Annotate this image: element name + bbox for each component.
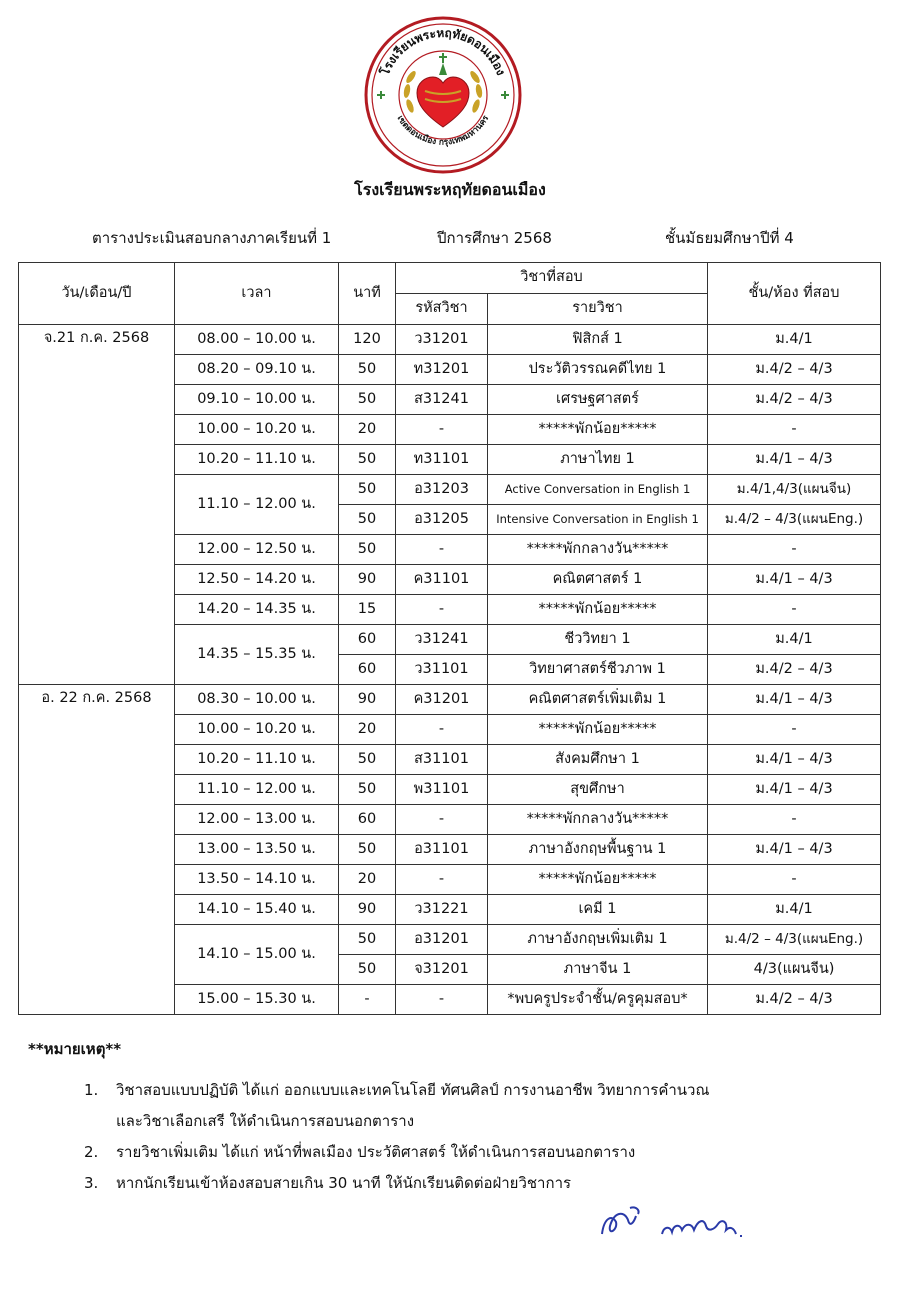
grade-level: ชั้นมัธยมศึกษาปีที่ 4 bbox=[665, 229, 794, 247]
note-line: วิชาสอบแบบปฏิบัติ ได้แก่ ออกแบบและเทคโนโลยี ทัศนศิลป์ การงานอาชีพ วิทยาการคำนวณ bbox=[116, 1081, 710, 1099]
class-cell: - bbox=[708, 535, 881, 565]
code-cell: ค31101 bbox=[396, 565, 488, 595]
time-cell: 12.50 – 14.20 น. bbox=[175, 565, 339, 595]
minutes-cell: 60 bbox=[339, 805, 396, 835]
school-name: โรงเรียนพระหฤทัยดอนเมือง bbox=[354, 180, 546, 199]
subject-cell: *****พักน้อย***** bbox=[488, 595, 708, 625]
subject-cell: คณิตศาสตร์ 1 bbox=[488, 565, 708, 595]
code-cell: ว31241 bbox=[396, 625, 488, 655]
code-cell: ส31241 bbox=[396, 385, 488, 415]
time-cell: 13.50 – 14.10 น. bbox=[175, 865, 339, 895]
code-cell: อ31203 bbox=[396, 475, 488, 505]
minutes-cell: 50 bbox=[339, 355, 396, 385]
minutes-cell: 50 bbox=[339, 385, 396, 415]
class-cell: ม.4/1 – 4/3 bbox=[708, 565, 881, 595]
note-line: และวิชาเลือกเสรี ให้ดำเนินการสอบนอกตาราง bbox=[116, 1112, 415, 1130]
subject-cell: *พบครูประจำชั้น/ครูคุมสอบ* bbox=[488, 985, 708, 1015]
class-cell: ม.4/1 bbox=[708, 325, 881, 355]
time-cell: 08.30 – 10.00 น. bbox=[175, 685, 339, 715]
code-cell: ว31221 bbox=[396, 895, 488, 925]
class-cell: ม.4/2 – 4/3(แผนEng.) bbox=[708, 925, 881, 955]
class-cell: ม.4/1 – 4/3 bbox=[708, 745, 881, 775]
class-cell: ม.4/2 – 4/3 bbox=[708, 985, 881, 1015]
minutes-cell: 20 bbox=[339, 865, 396, 895]
code-cell: ส31101 bbox=[396, 745, 488, 775]
subject-cell: สุขศึกษา bbox=[488, 775, 708, 805]
time-cell: 10.00 – 10.20 น. bbox=[175, 715, 339, 745]
time-cell: 09.10 – 10.00 น. bbox=[175, 385, 339, 415]
time-cell: 10.20 – 11.10 น. bbox=[175, 445, 339, 475]
code-cell: อ31101 bbox=[396, 835, 488, 865]
class-cell: ม.4/2 – 4/3 bbox=[708, 385, 881, 415]
class-cell: ม.4/1,4/3(แผนจีน) bbox=[708, 475, 881, 505]
subject-cell: ฟิสิกส์ 1 bbox=[488, 325, 708, 355]
subject-cell: *****พักกลางวัน***** bbox=[488, 535, 708, 565]
class-cell: ม.4/1 – 4/3 bbox=[708, 445, 881, 475]
exam-schedule-table bbox=[18, 262, 881, 1015]
minutes-cell: 120 bbox=[339, 325, 396, 355]
minutes-cell: 50 bbox=[339, 835, 396, 865]
class-cell: ม.4/1 bbox=[708, 895, 881, 925]
minutes-cell: 50 bbox=[339, 475, 396, 505]
class-cell: ม.4/2 – 4/3(แผนEng.) bbox=[708, 505, 881, 535]
header-class-room: ชั้น/ห้อง ที่สอบ bbox=[708, 263, 881, 325]
time-cell: 15.00 – 15.30 น. bbox=[175, 985, 339, 1015]
schedule-title: ตารางประเมินสอบกลางภาคเรียนที่ 1 bbox=[92, 229, 332, 247]
code-cell: อ31205 bbox=[396, 505, 488, 535]
subject-cell: *****พักน้อย***** bbox=[488, 415, 708, 445]
note-line: รายวิชาเพิ่มเติม ได้แก่ หน้าที่พลเมือง ประวัติศาสตร์ ให้ดำเนินการสอบนอกตาราง bbox=[116, 1143, 636, 1161]
minutes-cell: 50 bbox=[339, 925, 396, 955]
subject-cell: ภาษาจีน 1 bbox=[488, 955, 708, 985]
time-cell: 08.00 – 10.00 น. bbox=[175, 325, 339, 355]
class-cell: - bbox=[708, 595, 881, 625]
minutes-cell: 50 bbox=[339, 445, 396, 475]
subject-cell: เศรษฐศาสตร์ bbox=[488, 385, 708, 415]
subject-cell: วิทยาศาสตร์ชีวภาพ 1 bbox=[488, 655, 708, 685]
header-time: เวลา bbox=[175, 263, 339, 325]
subject-cell: Active Conversation in English 1 bbox=[488, 475, 708, 505]
time-cell: 08.20 – 09.10 น. bbox=[175, 355, 339, 385]
code-cell: ค31201 bbox=[396, 685, 488, 715]
code-cell: ท31101 bbox=[396, 445, 488, 475]
time-cell: 12.00 – 12.50 น. bbox=[175, 535, 339, 565]
header-subject: รายวิชา bbox=[488, 294, 708, 325]
subject-cell: Intensive Conversation in English 1 bbox=[488, 505, 708, 535]
subject-cell: เคมี 1 bbox=[488, 895, 708, 925]
note-item-3 bbox=[28, 1168, 709, 1199]
table-row bbox=[19, 685, 881, 715]
time-cell: 12.00 – 13.00 น. bbox=[175, 805, 339, 835]
code-cell: - bbox=[396, 415, 488, 445]
class-cell: - bbox=[708, 715, 881, 745]
minutes-cell: 50 bbox=[339, 955, 396, 985]
time-cell: 14.20 – 14.35 น. bbox=[175, 595, 339, 625]
subject-cell: ภาษาไทย 1 bbox=[488, 445, 708, 475]
date-cell: อ. 22 ก.ค. 2568 bbox=[19, 685, 175, 1015]
time-cell: 10.00 – 10.20 น. bbox=[175, 415, 339, 445]
code-cell: ท31201 bbox=[396, 355, 488, 385]
header-code: รหัสวิชา bbox=[396, 294, 488, 325]
class-cell: - bbox=[708, 415, 881, 445]
time-cell: 11.10 – 12.00 น. bbox=[175, 475, 339, 535]
time-cell: 14.10 – 15.00 น. bbox=[175, 925, 339, 985]
academic-year: ปีการศึกษา 2568 bbox=[437, 229, 552, 247]
code-cell: ว31201 bbox=[396, 325, 488, 355]
time-cell: 14.10 – 15.40 น. bbox=[175, 895, 339, 925]
class-cell: - bbox=[708, 865, 881, 895]
header-subject-group: วิชาที่สอบ bbox=[396, 263, 708, 294]
class-cell: ม.4/2 – 4/3 bbox=[708, 655, 881, 685]
subject-cell: *****พักน้อย***** bbox=[488, 715, 708, 745]
header-date: วัน/เดือน/ปี bbox=[19, 263, 175, 325]
minutes-cell: 50 bbox=[339, 505, 396, 535]
code-cell: อ31201 bbox=[396, 925, 488, 955]
minutes-cell: - bbox=[339, 985, 396, 1015]
note-number: 2. bbox=[84, 1143, 99, 1161]
class-cell: ม.4/1 – 4/3 bbox=[708, 775, 881, 805]
class-cell: ม.4/2 – 4/3 bbox=[708, 355, 881, 385]
subject-cell: *****พักน้อย***** bbox=[488, 865, 708, 895]
minutes-cell: 90 bbox=[339, 895, 396, 925]
note-number: 3. bbox=[84, 1174, 99, 1192]
subject-cell: ชีววิทยา 1 bbox=[488, 625, 708, 655]
table-row bbox=[19, 325, 881, 355]
note-number: 1. bbox=[84, 1081, 99, 1099]
class-cell: ม.4/1 – 4/3 bbox=[708, 835, 881, 865]
minutes-cell: 20 bbox=[339, 415, 396, 445]
minutes-cell: 60 bbox=[339, 655, 396, 685]
header-minutes: นาที bbox=[339, 263, 396, 325]
subject-cell: *****พักกลางวัน***** bbox=[488, 805, 708, 835]
time-cell: 11.10 – 12.00 น. bbox=[175, 775, 339, 805]
minutes-cell: 15 bbox=[339, 595, 396, 625]
date-cell: จ.21 ก.ค. 2568 bbox=[19, 325, 175, 685]
class-cell: 4/3(แผนจีน) bbox=[708, 955, 881, 985]
minutes-cell: 50 bbox=[339, 535, 396, 565]
class-cell: - bbox=[708, 805, 881, 835]
code-cell: - bbox=[396, 805, 488, 835]
note-item-2 bbox=[28, 1137, 709, 1168]
signature-icon bbox=[590, 1200, 790, 1250]
code-cell: - bbox=[396, 985, 488, 1015]
code-cell: - bbox=[396, 535, 488, 565]
notes-section bbox=[28, 1037, 709, 1199]
time-cell: 13.00 – 13.50 น. bbox=[175, 835, 339, 865]
note-line: หากนักเรียนเข้าห้องสอบสายเกิน 30 นาที ให้นักเรียนติดต่อฝ่ายวิชาการ bbox=[116, 1174, 572, 1192]
code-cell: - bbox=[396, 865, 488, 895]
class-cell: ม.4/1 – 4/3 bbox=[708, 685, 881, 715]
logo-ring-bottom-text: เขตดอนเมือง กรุงเทพมหานคร bbox=[394, 113, 492, 148]
minutes-cell: 90 bbox=[339, 565, 396, 595]
time-cell: 14.35 – 15.35 น. bbox=[175, 625, 339, 685]
subject-cell: ประวัติวรรณคดีไทย 1 bbox=[488, 355, 708, 385]
subject-cell: คณิตศาสตร์เพิ่มเติม 1 bbox=[488, 685, 708, 715]
minutes-cell: 20 bbox=[339, 715, 396, 745]
subject-cell: ภาษาอังกฤษเพิ่มเติม 1 bbox=[488, 925, 708, 955]
code-cell: จ31201 bbox=[396, 955, 488, 985]
minutes-cell: 90 bbox=[339, 685, 396, 715]
minutes-cell: 50 bbox=[339, 745, 396, 775]
subject-cell: สังคมศึกษา 1 bbox=[488, 745, 708, 775]
note-item-1 bbox=[28, 1075, 709, 1137]
subject-cell: ภาษาอังกฤษพื้นฐาน 1 bbox=[488, 835, 708, 865]
minutes-cell: 60 bbox=[339, 625, 396, 655]
code-cell: - bbox=[396, 715, 488, 745]
time-cell: 10.20 – 11.10 น. bbox=[175, 745, 339, 775]
notes-title: **หมายเหตุ** bbox=[28, 1040, 122, 1058]
logo-ring-top-text: โรงเรียนพระหฤทัยดอนเมือง bbox=[377, 25, 509, 78]
school-logo bbox=[363, 15, 523, 175]
code-cell: - bbox=[396, 595, 488, 625]
class-cell: ม.4/1 bbox=[708, 625, 881, 655]
code-cell: ว31101 bbox=[396, 655, 488, 685]
code-cell: พ31101 bbox=[396, 775, 488, 805]
minutes-cell: 50 bbox=[339, 775, 396, 805]
